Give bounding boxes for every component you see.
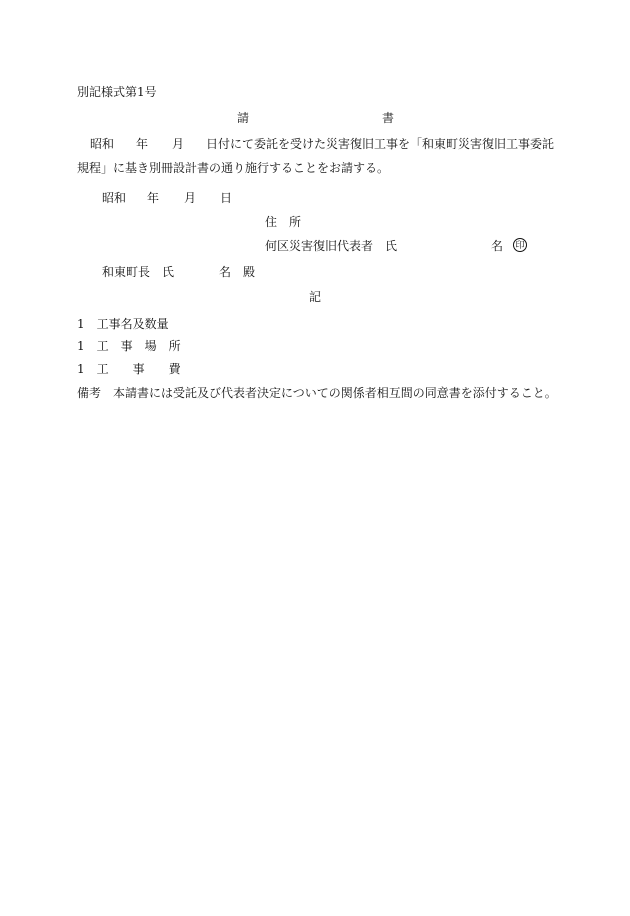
ki-heading: 記 xyxy=(309,290,322,304)
item-work-name: 1 工事名及数量 xyxy=(77,317,169,331)
recipient-suffix: 名 殿 xyxy=(219,265,256,279)
date-era: 昭和 xyxy=(102,191,127,205)
body-year: 年 xyxy=(136,137,149,151)
date-month: 月 xyxy=(184,191,197,205)
item-work-cost: 1 工 事 費 xyxy=(77,362,181,376)
title-char-2: 書 xyxy=(382,111,395,125)
date-day: 日 xyxy=(220,191,233,205)
item-work-place: 1 工 事 場 所 xyxy=(77,339,181,353)
body-line1: 日付にて委託を受けた災害復旧工事を「和東町災害復旧工事委託 xyxy=(206,137,555,151)
title-char-1: 請 xyxy=(237,111,250,125)
body-era: 昭和 xyxy=(90,137,115,151)
representative-label: 何区災害復旧代表者 氏 xyxy=(265,239,398,253)
representative-name-char: 名 xyxy=(491,239,504,253)
recipient-label: 和東町長 氏 xyxy=(102,265,175,279)
address-label: 住 所 xyxy=(265,215,302,229)
body-line2: 規程」に基き別冊設計書の通り施行することをお請する。 xyxy=(77,161,390,175)
remarks: 備考 本請書には受託及び代表者決定についての関係者相互間の同意書を添付すること。 xyxy=(77,386,557,400)
form-number: 別記様式第1号 xyxy=(77,85,157,99)
body-month: 月 xyxy=(172,137,185,151)
date-year: 年 xyxy=(147,191,160,205)
seal-mark: 印 xyxy=(513,238,527,252)
